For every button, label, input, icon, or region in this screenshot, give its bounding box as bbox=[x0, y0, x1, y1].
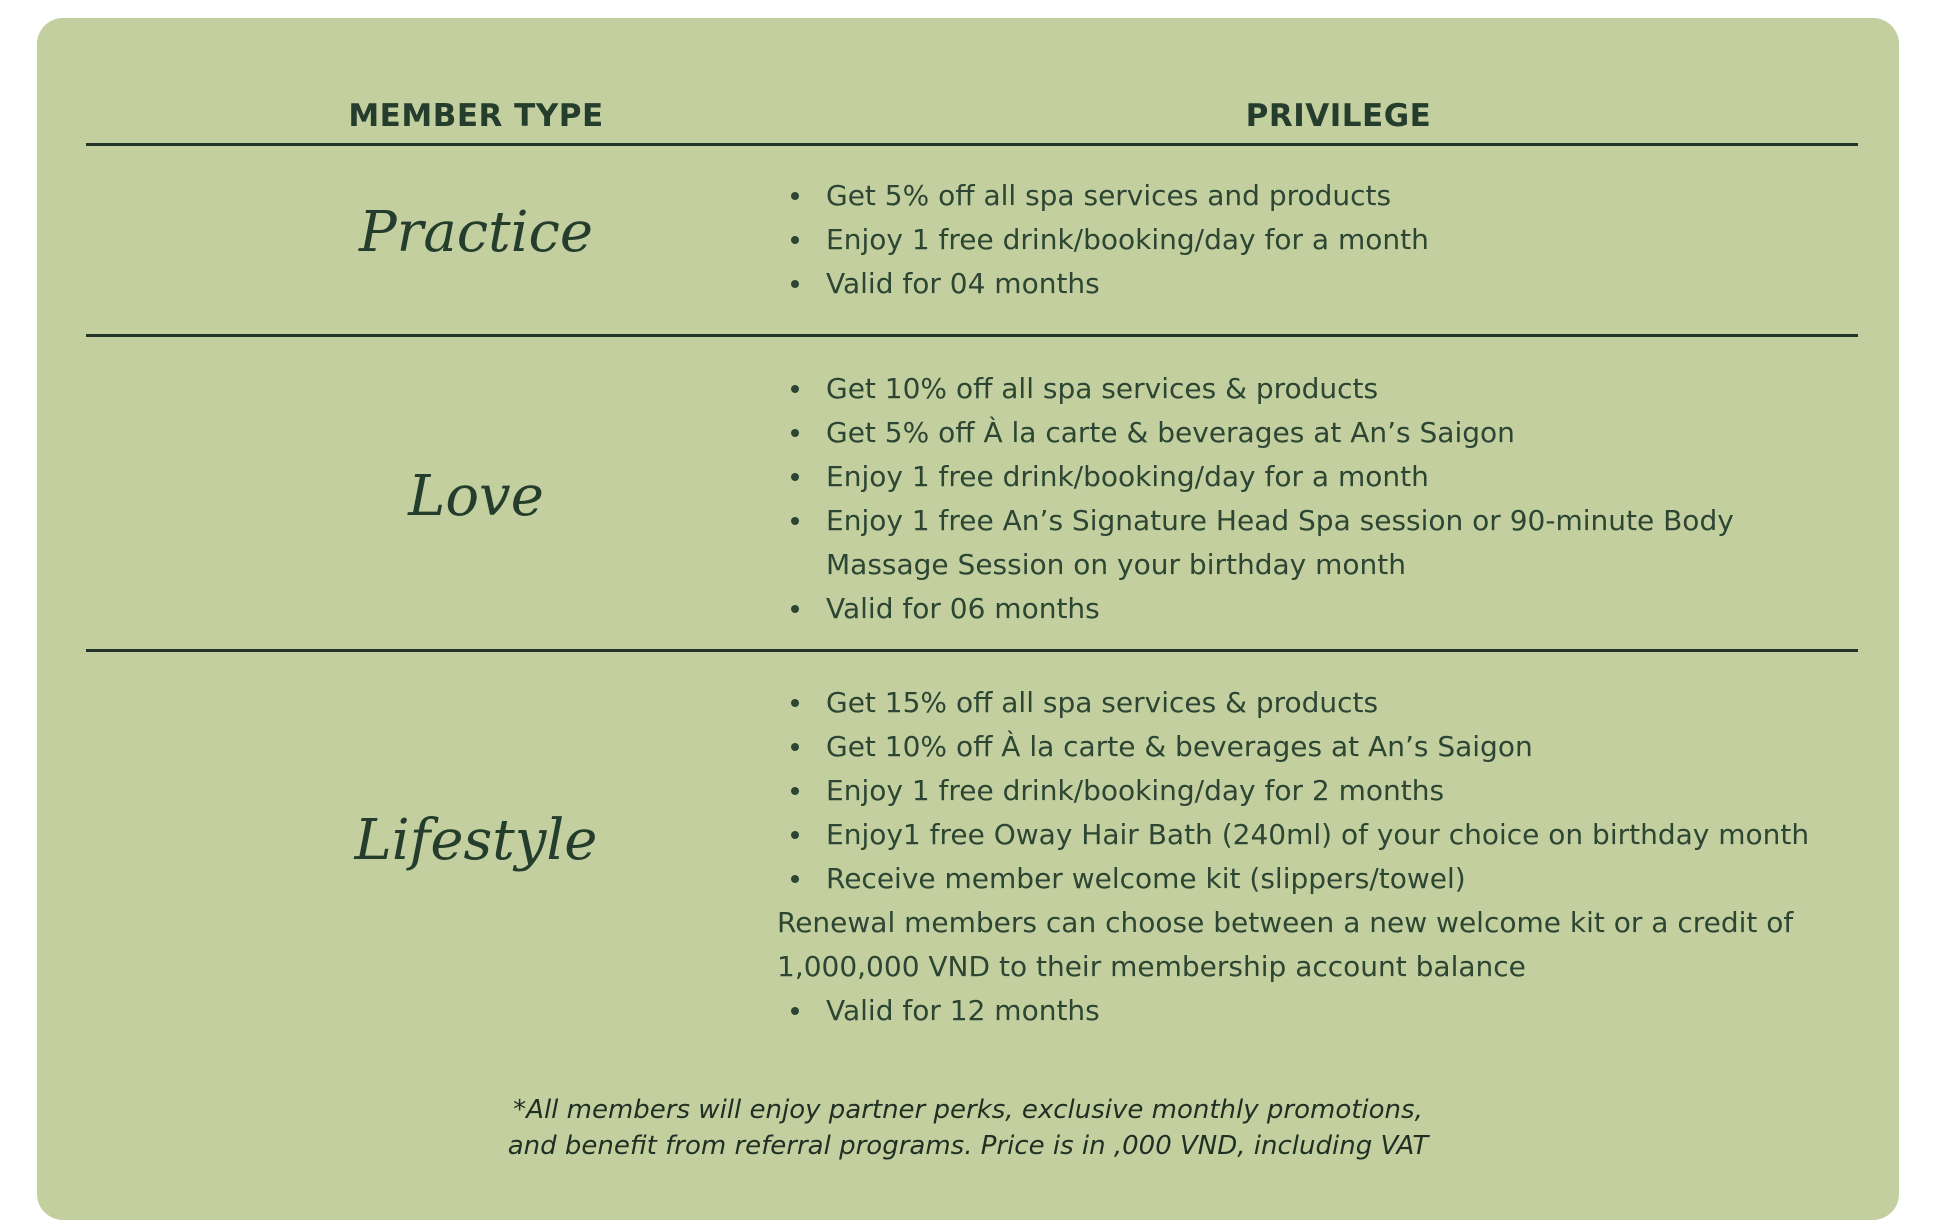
tier-love-name: Love bbox=[408, 464, 544, 529]
love-privilege-list bbox=[777, 367, 1860, 631]
header-divider bbox=[86, 143, 1858, 146]
footnote-line-2: and benefit from referral programs. Price is in ,000 VND, including VAT bbox=[507, 1131, 1429, 1161]
privilege-header: PRIVILEGE bbox=[1245, 98, 1432, 134]
list-item: Valid for 12 months bbox=[777, 989, 1877, 1033]
list-item: Enjoy 1 free An’s Signature Head Spa session or 90-minute Body Massage Session on your birthday month bbox=[777, 499, 1860, 587]
list-item: Receive member welcome kit (slippers/towel) bbox=[777, 857, 1877, 901]
list-item: Enjoy 1 free drink/booking/day for a month bbox=[777, 455, 1860, 499]
footnote bbox=[37, 1092, 1899, 1164]
membership-card bbox=[37, 18, 1899, 1220]
row-divider bbox=[86, 649, 1858, 652]
tier-lifestyle-name: Lifestyle bbox=[354, 808, 598, 873]
renewal-note: Renewal members can choose between a new welcome kit or a credit of 1,000,000 VND to their membership account balance bbox=[777, 906, 1794, 983]
lifestyle-privilege-list bbox=[777, 681, 1877, 1033]
list-item: Enjoy 1 free drink/booking/day for a month bbox=[777, 218, 1429, 262]
list-item: Valid for 04 months bbox=[777, 262, 1429, 306]
list-item: Get 10% off all spa services & products bbox=[777, 367, 1860, 411]
list-item: Valid for 06 months bbox=[777, 587, 1860, 631]
list-item: Get 10% off À la carte & beverages at An’s Saigon bbox=[777, 725, 1877, 769]
list-item: Get 5% off all spa services and products bbox=[777, 174, 1429, 218]
tier-practice-name: Practice bbox=[358, 200, 594, 265]
list-item: Enjoy 1 free drink/booking/day for 2 months bbox=[777, 769, 1877, 813]
member-type-header: MEMBER TYPE bbox=[348, 98, 604, 134]
footnote-line-1: *All members will enjoy partner perks, exclusive monthly promotions, bbox=[513, 1095, 1423, 1125]
list-item: Enjoy1 free Oway Hair Bath (240ml) of your choice on birthday month bbox=[777, 813, 1877, 857]
list-item: Get 5% off À la carte & beverages at An’s Saigon bbox=[777, 411, 1860, 455]
row-divider bbox=[86, 334, 1858, 337]
practice-privilege-list bbox=[777, 174, 1429, 306]
list-item: Get 15% off all spa services & products bbox=[777, 681, 1877, 725]
